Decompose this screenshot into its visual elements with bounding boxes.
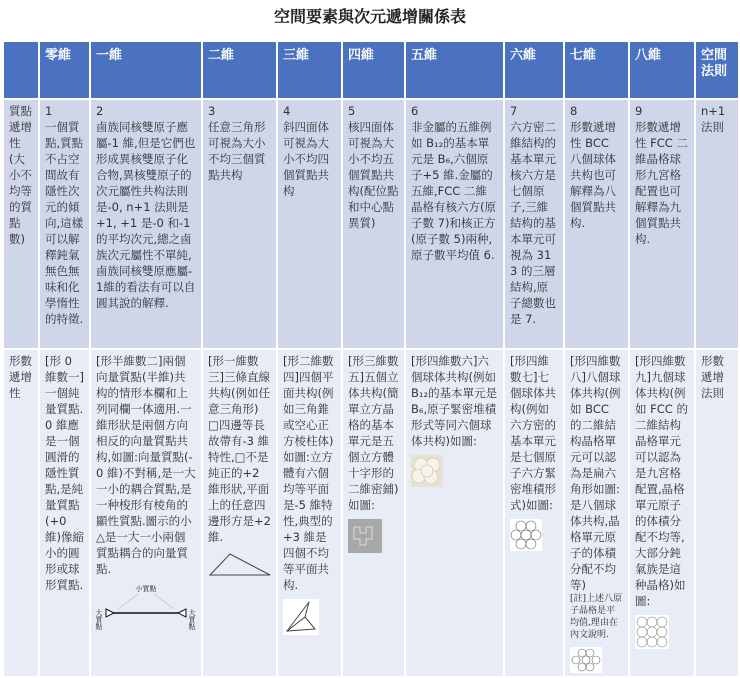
header-cell: 五維 bbox=[405, 41, 504, 99]
cell-number: 8 bbox=[570, 104, 578, 118]
cell-text: [形四維數六]六個球体共构(例如 B₁₂的基本單元是 B₆,原子緊密堆積形式等同六個球体共构)如圖: bbox=[411, 354, 498, 448]
cell bbox=[564, 349, 629, 677]
cell-text: 形數遞增性 FCC 二維晶格球形九宮格配置也可解釋為九個質點共构. bbox=[635, 120, 688, 246]
cell-text: 一個質點,質點不占空間故有隱性次元的傾向,這樣可以解釋鈍氣無色無味和化學惰性的特徵. bbox=[45, 120, 84, 326]
cell-text: [形半維數二]兩個向量質點(半維)共构的情形本欄和上列同欄一体適用.一維形狀是兩個方向相反的向量質點共构,如圖:向量質點(-0 維)不對稱,是一大一小的耦合質點,是一种梭形有棱角的顯性質點.圖示的小△是一大一小兩個質點耦合的向量質點. bbox=[96, 354, 196, 576]
cell bbox=[405, 349, 504, 677]
header-cell: 六維 bbox=[504, 41, 564, 99]
cell-number: 5 bbox=[348, 104, 356, 118]
cell-text: 形數遞增性 BCC 八個球体共构也可解釋為八個質點共构. bbox=[570, 120, 616, 230]
cell-text: 斜四面体可視為大小不均四個質點共构 bbox=[283, 120, 329, 198]
cell bbox=[277, 349, 342, 677]
cell-text: 核四面体可視為大小不均五個質點共构(配位點和中心點異質) bbox=[348, 120, 399, 230]
cell bbox=[564, 99, 629, 349]
header-cell: 零維 bbox=[39, 41, 90, 99]
cell bbox=[90, 99, 202, 349]
cell-text: [形 0 維數一]一個純量質點.0 維應是一個圓滑的隱性質點,是純量質點(+0 維)像縮小的圓形或球形質點. bbox=[45, 354, 84, 592]
header-cell bbox=[3, 41, 39, 99]
cell bbox=[629, 99, 695, 349]
cell-number: 4 bbox=[283, 104, 291, 118]
cell-note: [註]上述八原子晶格是平均值,理由在內文說明. bbox=[570, 594, 623, 640]
header-cell: 七維 bbox=[564, 41, 629, 99]
cell-number: 9 bbox=[635, 104, 643, 118]
small-point-label: 小質點 bbox=[135, 585, 157, 593]
header-cell: 四維 bbox=[342, 41, 405, 99]
triangle-figure bbox=[208, 551, 272, 577]
cell bbox=[504, 349, 564, 677]
cell-number: 3 bbox=[208, 104, 216, 118]
cell bbox=[277, 99, 342, 349]
cell bbox=[629, 349, 695, 677]
cell-text: [形四維數九]九個球体共构(例如 FCC 的二維結构晶格單元可以認為是九宮格配置,晶格單元原子的体積分配不均等,大部分鈍氣族是這种晶格)如圖: bbox=[635, 354, 688, 608]
header-cell: 一維 bbox=[90, 41, 202, 99]
header-row bbox=[3, 41, 739, 99]
big-point-label: 大質點 bbox=[95, 609, 103, 630]
sphere-pack-7-figure bbox=[510, 519, 542, 551]
header-cell: 八維 bbox=[629, 41, 695, 99]
cell bbox=[202, 99, 277, 349]
cell-number: 6 bbox=[411, 104, 419, 118]
cell-text: [形四維數七]七個球体共构(例如六方密的基本單元是七個原子六方緊密堆積形式)如圖: bbox=[510, 354, 556, 512]
cell-text: 非金屬的五維例如 B₁₂的基本單元是 B₆,六個原子+5 維.金屬的五維,FCC 二維晶格有核六方(原子數 7)和核正方(原子數 5)兩种,原子數平均值 6. bbox=[411, 120, 496, 262]
header-cell: 三維 bbox=[277, 41, 342, 99]
cell-text: [形一維數三]三條直線共构(例如任意三角形) □四邊等長故帶有-3 維特性,□不是純正的+2 維形狀,平面上的任意四邊形方是+2 維. bbox=[208, 354, 271, 544]
cell bbox=[405, 99, 504, 349]
cell bbox=[695, 349, 739, 677]
cell bbox=[695, 99, 739, 349]
cell-text: 任意三角形可視為大小不均三個質點共构 bbox=[208, 120, 266, 182]
cell bbox=[39, 99, 90, 349]
sphere-pack-6-figure bbox=[411, 455, 443, 487]
cube-tiling-figure bbox=[348, 519, 382, 553]
cell-text: 鹵族同核雙原子應屬-1 維,但是它們也形成異核雙原子化合物,異核雙原子的次元屬性共构法則是-0, n+1 法則是+1, +1 是-0 和-1 的平均次元,總之鹵族次元屬性不單純,鹵族同核雙原應屬-1維的看法有可以自圓其說的解釋. bbox=[96, 120, 196, 310]
cell-number: 7 bbox=[510, 104, 518, 118]
pyramid-figure bbox=[283, 599, 319, 635]
cell bbox=[39, 349, 90, 677]
cell bbox=[504, 99, 564, 349]
cell-number: 1 bbox=[45, 104, 53, 118]
table-row bbox=[3, 99, 739, 349]
cell-text: n+1 法則 bbox=[701, 104, 726, 134]
dimension-table bbox=[2, 40, 740, 678]
cell-text: 六方密二維結构的基本單元核六方是七個原子,三維結构的基本單元可視為 313 的三層結构,原子總數也是 7. bbox=[510, 120, 556, 326]
cell-text: [形四維數八]八個球体共构(例如 BCC 的二維結构晶格單元可以認為是扁六角形如圖:是八個球体共构,晶格單元原子的体積分配不均等) bbox=[570, 354, 621, 592]
vector-point-diagram bbox=[95, 583, 196, 630]
cell-text: [形二維數四]四個平面共构(例如三角錐或空心正方棱柱体)如圖:立方體有六個均等平面是-5 維特性,典型的+3 維是四個不均等平面共构. bbox=[283, 354, 334, 592]
table-row bbox=[3, 349, 739, 677]
cell bbox=[202, 349, 277, 677]
sphere-pack-9-figure bbox=[635, 615, 669, 649]
header-cell: 二維 bbox=[202, 41, 277, 99]
cell bbox=[90, 349, 202, 677]
row-label: 質點遞增性(大小不均等的質點數) bbox=[3, 99, 39, 349]
cell-text: [形三維數五]五個立体共构(簡單立方晶格的基本單元是五個立方體十字形的二維密鋪)如圖: bbox=[348, 354, 399, 512]
page-title: 空間要素與次元遞增關係表 bbox=[273, 7, 466, 26]
cell-text: 形數遞增法則 bbox=[701, 354, 724, 400]
cell bbox=[342, 349, 405, 677]
cell-number: 2 bbox=[96, 104, 104, 118]
cell bbox=[342, 99, 405, 349]
header-cell: 空間法則 bbox=[695, 41, 739, 99]
big-point-label: 大質點 bbox=[188, 609, 196, 630]
sphere-pack-8-figure bbox=[570, 647, 602, 673]
row-label: 形數遞增性 bbox=[3, 349, 39, 677]
